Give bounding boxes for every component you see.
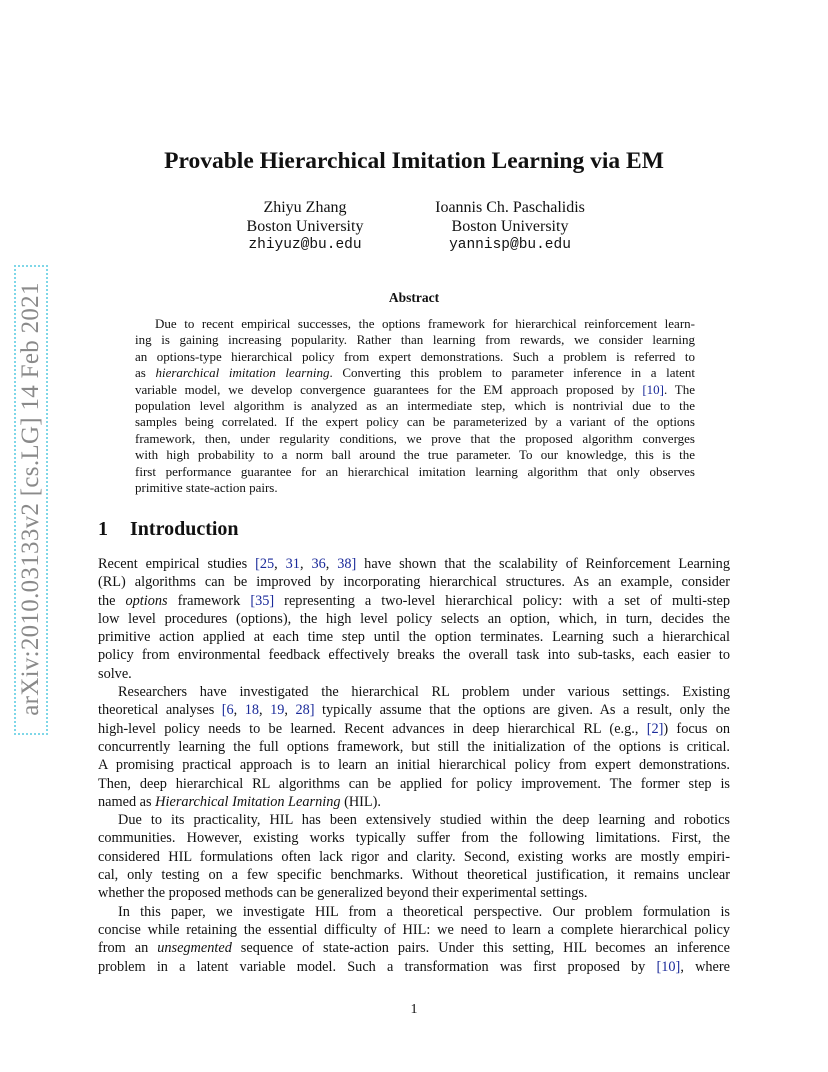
citation-link[interactable]: [10] [642, 381, 664, 397]
paper-title: Provable Hierarchical Imitation Learning via EM [164, 148, 664, 174]
abstract-line: as hierarchical imitation learning. Converting this problem to parameter inference in a latent [135, 365, 696, 381]
body-line: considered HIL formulations often lack rigor and clarity. Second, existing works are mostly empiri- [98, 848, 730, 865]
author-email[interactable]: yannisp@bu.edu [449, 237, 571, 253]
body-line: high-level policy needs to be learned. Recent advances in deep hierarchical RL (e.g., [2]) focus on [98, 720, 730, 737]
citation-link[interactable]: [10] [656, 958, 681, 975]
emphasis-text: Hierarchical Imitation Learning [155, 793, 341, 810]
citation-link[interactable]: [6 [221, 702, 234, 719]
body-line: concise while retaining the essential difficulty of HIL: we need to learn a complete hierarchical policy [98, 921, 730, 938]
body-line: In this paper, we investigate HIL from a theoretical perspective. Our problem formulation is [118, 903, 730, 920]
abstract-line: population level algorithm is analyzed as an intermediate step, which is nontrivial due to the [135, 398, 695, 414]
emphasis-text: options [125, 592, 168, 609]
citation-link[interactable]: [25 [255, 556, 275, 572]
arxiv-identifier[interactable]: arXiv:2010.03133v2 [cs.LG] 14 Feb 2021 [17, 282, 44, 716]
abstract-heading: Abstract [388, 290, 440, 305]
abstract-line: with high probability to a norm ball around the true parameter. To our knowledge, this is the [135, 447, 695, 463]
author-affiliation: Boston University [451, 218, 569, 235]
body-line: Due to its practicality, HIL has been extensively studied within the deep learning and robotics [118, 812, 730, 829]
section-heading [98, 518, 239, 541]
body-line: the options framework [35] representing a two-level hierarchical policy: with a set of multi-step [98, 592, 730, 609]
author-block [410, 198, 610, 255]
section-title: Introduction [130, 518, 239, 540]
body-line: primitive action applied at each time step until the option terminates. Learning such a hierarchical [98, 629, 730, 646]
section-number: 1 [98, 518, 108, 540]
citation-link[interactable]: 36 [311, 556, 326, 572]
abstract-line: first performance guarantee for an hierarchical imitation learning algorithm that only observes [135, 463, 695, 479]
abstract-line: samples being correlated. If the expert policy can be parameterized by a variant of the options [135, 414, 695, 430]
body-line: named as Hierarchical Imitation Learning (HIL). [98, 793, 381, 810]
citation-link[interactable]: 31 [285, 556, 300, 572]
abstract-line: Due to recent empirical successes, the options framework for hierarchical reinforcement learn- [155, 316, 695, 331]
body-line: Recent empirical studies [25, 31, 36, 38] have shown that the scalability of Reinforcement Learning [98, 556, 730, 572]
body-line: cal, only testing on a few specific benchmarks. Without theoretical justification, it remains unclear [98, 867, 730, 884]
citation-link[interactable]: 28] [295, 702, 315, 719]
abstract-line: framework, then, under regularity conditions, we prove that the proposed algorithm converges [135, 430, 695, 446]
body-line: Researchers have investigated the hierarchical RL problem under various settings. Existing [118, 684, 730, 701]
abstract-line: an options-type hierarchical policy from expert demonstrations. Such a problem is referred to [135, 348, 695, 364]
body-line: whether the proposed methods can be generalized beyond their experimental settings. [98, 885, 588, 902]
author-email[interactable]: zhiyuz@bu.edu [248, 237, 362, 253]
author-block [210, 198, 400, 255]
body-line: solve. [98, 665, 132, 682]
emphasis-text: hierarchical imitation learning [155, 365, 330, 381]
citation-link[interactable]: [35] [250, 592, 275, 609]
body-line: from an unsegmented sequence of state-action pairs. Under this setting, HIL becomes an inference [98, 940, 730, 957]
emphasis-text: unsegmented [157, 940, 232, 957]
citation-link[interactable]: [2] [646, 720, 664, 737]
introduction-body [98, 555, 730, 976]
page-number: 1 [410, 1002, 418, 1017]
abstract-line: primitive state-action pairs. [135, 480, 278, 496]
body-line: Then, deep hierarchical RL algorithms can be applied for policy improvement. The former step is [98, 775, 730, 792]
body-line: A promising practical approach is to learn an initial hierarchical policy from expert demonstrations. [98, 757, 730, 774]
author-affiliation: Boston University [246, 218, 364, 235]
body-line: problem in a latent variable model. Such a transformation was first proposed by [10], where [98, 958, 730, 975]
body-line: concurrently learning the full options framework, but still the initialization of the options is critical. [98, 738, 730, 755]
abstract-line: variable model, we develop convergence guarantees for the EM approach proposed by [10]. The [135, 381, 696, 397]
citation-link[interactable]: 38] [337, 556, 357, 572]
author-name: Ioannis Ch. Paschalidis [435, 199, 585, 216]
author-name: Zhiyu Zhang [263, 199, 347, 216]
body-line: (RL) algorithms can be improved by incorporating hierarchical structures. As an example, consider [98, 574, 730, 591]
body-line: policy from environmental feedback effectively breaks the overall task into sub-tasks, each easier to [98, 647, 730, 664]
body-line: low level procedures (options), the high level policy selects an option, which, in turn, decides the [98, 610, 730, 627]
body-line: communities. However, existing works typically suffer from the following limitations. First, the [98, 830, 730, 847]
citation-link[interactable]: 18 [244, 702, 260, 719]
abstract-line: ing is gaining increasing popularity. Rather than learning from rewards, we consider learning [135, 332, 695, 348]
body-line: theoretical analyses [6, 18, 19, 28] typically assume that the options are given. As a result, only the [98, 702, 731, 719]
citation-link[interactable]: 19 [270, 702, 285, 719]
abstract-text [135, 316, 695, 496]
